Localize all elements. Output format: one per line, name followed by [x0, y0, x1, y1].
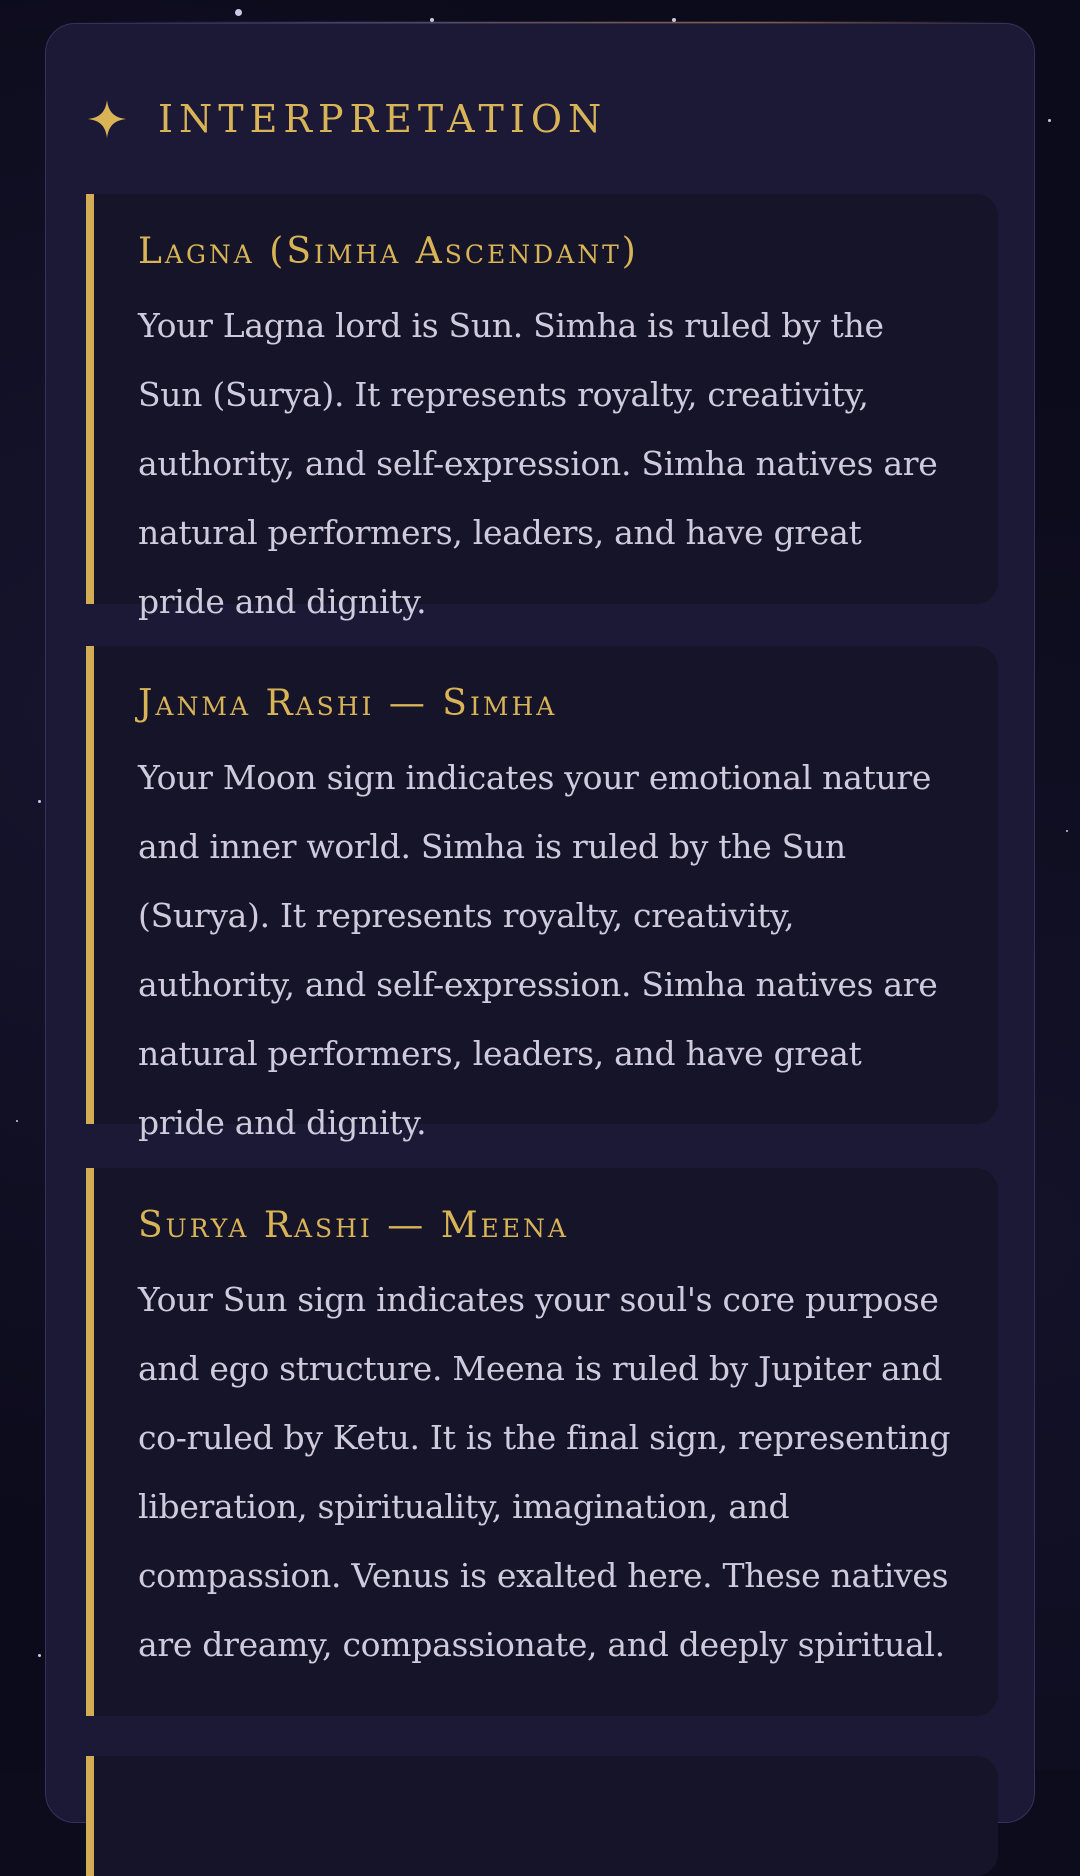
- interpretation-card-janma-rashi: [86, 646, 998, 1143]
- panel-header: [86, 84, 607, 154]
- star: [235, 9, 242, 16]
- card-body: Your Sun sign indicates your soul's core purpose and ego structure. Meena is ruled by Jupiter and co-ruled by Ketu. It is the final sign, representing liberation, spirituality, imagination, and compassion. Venus is exalted here. These natives are dreamy, compassionate, and deeply spiritual.: [138, 1280, 951, 1665]
- interpretation-card-next: [86, 1756, 998, 1876]
- star: [16, 1120, 18, 1122]
- card-title: Janma Rashi — Simha: [138, 683, 558, 724]
- card-body: Your Lagna lord is Sun. Simha is ruled by the Sun (Surya). It represents royalty, creativity, authority, and self-expression. Simha natives are natural performers, leaders, and have great pride and dignity.: [138, 306, 938, 622]
- star: [38, 1654, 41, 1657]
- star: [1048, 119, 1051, 122]
- card-title: Surya Rashi — Meena: [138, 1205, 569, 1246]
- panel-title: INTERPRETATION: [158, 97, 608, 141]
- star: [1066, 830, 1068, 832]
- interpretation-card-surya-rashi: [86, 1168, 998, 1716]
- sparkle-icon: [86, 98, 128, 140]
- card-title: Lagna (Simha Ascendant): [138, 231, 639, 272]
- star: [38, 800, 41, 803]
- card-body: Your Moon sign indicates your emotional nature and inner world. Simha is ruled by the Sun (Surya). It represents royalty, creativity, authority, and self-expression. Simha natives are natural performers, leaders, and have great pride and dignity.: [138, 758, 938, 1143]
- interpretation-panel: [45, 23, 1035, 1823]
- interpretation-card-lagna: [86, 194, 998, 622]
